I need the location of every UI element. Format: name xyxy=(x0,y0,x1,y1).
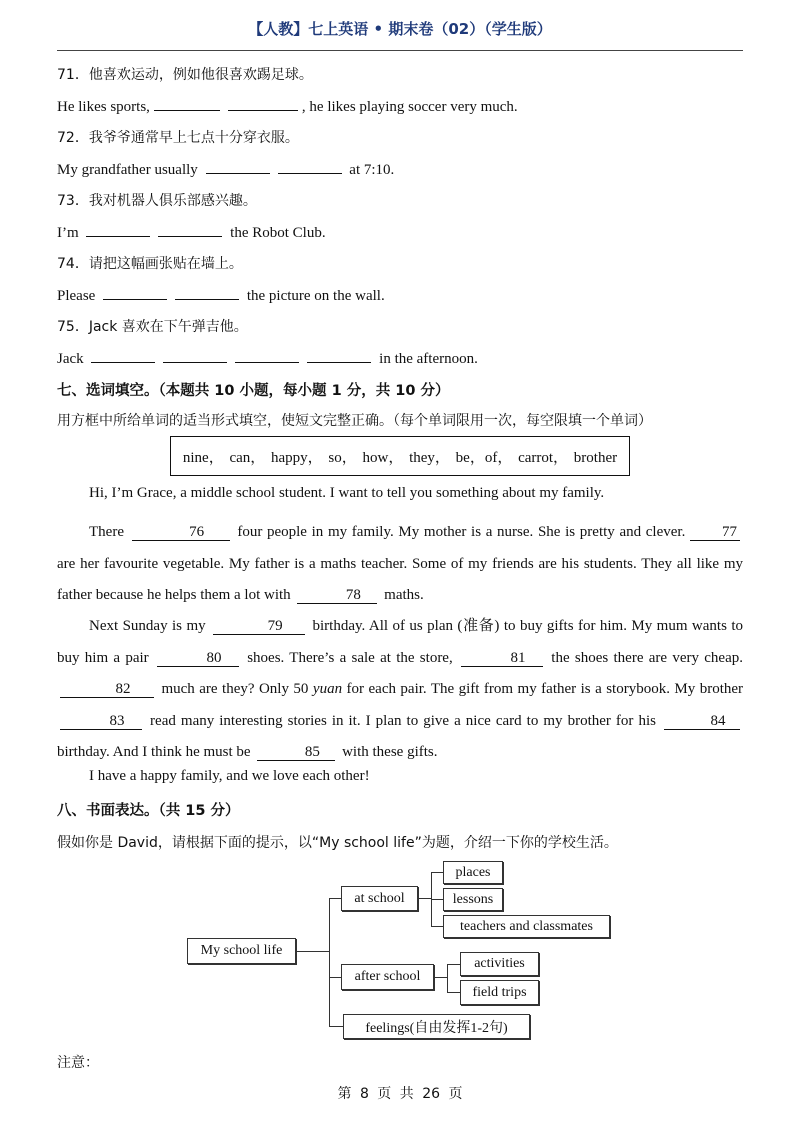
text-fragment: Please xyxy=(57,288,96,304)
note-label: 注意： xyxy=(57,1055,99,1071)
text-fragment: 请把这幅画张贴在墙上。 xyxy=(88,256,243,272)
mindmap-connector xyxy=(329,898,330,1027)
mindmap-connector xyxy=(296,951,330,952)
mindmap-connector xyxy=(329,1026,343,1027)
text-fragment: Next Sunday is my xyxy=(89,618,206,634)
text-fragment: read many interesting stories in it. I plan to give a nice card to my brother for his xyxy=(150,712,656,729)
q74-english xyxy=(57,285,385,305)
q71-chinese xyxy=(57,64,313,84)
section7-title: 七、选词填空。（本题共 10 小题，每小题 1 分，共 10 分） xyxy=(57,383,450,399)
text-fragment: shoes. There’s a sale at the store, xyxy=(247,649,453,666)
q73-chinese xyxy=(57,190,257,210)
text-fragment: I’m xyxy=(57,225,79,241)
text-fragment: for each pair. The gift from my father is a storybook. My brother xyxy=(346,681,744,697)
mindmap-leaf-lessons: lessons xyxy=(443,888,503,911)
passage-p1: Hi, I’m Grace, a middle school student. I want to tell you something about my family. xyxy=(89,485,605,501)
passage-p4: I have a happy family, and we love each other! xyxy=(89,768,370,784)
mindmap-leaf-activities: activities xyxy=(460,952,539,976)
blank-83[interactable]: 83 xyxy=(60,713,142,730)
text-fragment: birthday. All of us plan (准备) to buy gifts for him. My mum wants to buy him a pair xyxy=(57,618,744,666)
text-fragment: My grandfather usually xyxy=(57,162,198,178)
mindmap-leaf-places: places xyxy=(443,861,503,884)
mindmap-branch-after-school: after school xyxy=(341,964,434,990)
mindmap-connector xyxy=(447,964,460,965)
text-fragment: the shoes there are very cheap. xyxy=(551,649,743,666)
text-fragment: There xyxy=(89,524,124,540)
text-fragment: 我爷爷通常早上七点十分穿衣服。 xyxy=(88,130,299,146)
text-fragment: much are they? Only 50 xyxy=(161,681,309,697)
answer-blank[interactable] xyxy=(158,222,222,237)
page-header: 【人教】七上英语 • 期末卷（02）（学生版） xyxy=(248,20,552,38)
q72-english xyxy=(57,159,394,179)
answer-blank[interactable] xyxy=(235,348,299,363)
blank-79[interactable]: 79 xyxy=(213,618,305,635)
q72-chinese xyxy=(57,127,299,147)
blank-82[interactable]: 82 xyxy=(60,681,154,698)
q75-english xyxy=(57,348,478,368)
answer-blank[interactable] xyxy=(91,348,155,363)
blank-84[interactable]: 84 xyxy=(664,713,740,730)
answer-blank[interactable] xyxy=(163,348,227,363)
passage-p2 xyxy=(57,517,743,612)
text-fragment: 75． xyxy=(57,319,89,335)
header-divider xyxy=(57,50,743,51)
blank-77[interactable]: 77 xyxy=(690,524,740,541)
mindmap-root: My school life xyxy=(187,938,296,964)
q73-english xyxy=(57,222,326,242)
mindmap-connector xyxy=(329,977,341,978)
q74-chinese xyxy=(57,253,243,273)
mindmap-branch-feelings: feelings(自由发挥1-2句) xyxy=(343,1014,530,1039)
mindmap-connector xyxy=(431,926,443,927)
answer-blank[interactable] xyxy=(206,159,270,174)
blank-78[interactable]: 78 xyxy=(297,587,377,604)
text-fragment: the picture on the wall. xyxy=(246,288,385,304)
text-fragment: 71． xyxy=(57,67,89,83)
text-fragment: with these gifts. xyxy=(342,744,438,760)
mindmap-connector xyxy=(447,964,448,992)
answer-blank[interactable] xyxy=(154,96,220,111)
q75-chinese xyxy=(57,316,248,336)
text-fragment: in the afternoon. xyxy=(379,351,478,367)
mindmap-connector xyxy=(329,898,341,899)
text-fragment: birthday. And I think he must be xyxy=(57,744,251,760)
text-fragment: 73． xyxy=(57,193,89,209)
text-fragment: are her favourite vegetable. My father is a maths teacher. Some of my friends are his students. They all like my father because he helps them a lot with xyxy=(57,555,743,603)
mindmap-connector xyxy=(434,977,448,978)
blank-76[interactable]: 76 xyxy=(132,524,230,541)
section8-title: 八、书面表达。（共 15 分） xyxy=(57,803,240,819)
text-fragment: Jack 喜欢在下午弹吉他。 xyxy=(88,319,248,335)
text-fragment: He likes sports, xyxy=(57,99,150,115)
section8-instruction: 假如你是 David，请根据下面的提示，以“My school life”为题，介绍一下你的学校生活。 xyxy=(57,835,618,851)
answer-blank[interactable] xyxy=(278,159,342,174)
answer-blank[interactable] xyxy=(307,348,371,363)
mindmap-branch-at-school: at school xyxy=(341,886,418,911)
text-fragment: 72． xyxy=(57,130,89,146)
mindmap-connector xyxy=(431,899,443,900)
mindmap-connector xyxy=(418,898,432,899)
text-fragment: maths. xyxy=(384,587,424,603)
answer-blank[interactable] xyxy=(86,222,150,237)
mindmap-leaf-field-trips: field trips xyxy=(460,980,539,1005)
passage-p3 xyxy=(57,611,743,769)
blank-85[interactable]: 85 xyxy=(257,744,335,761)
page-footer: 第 8 页 共 26 页 xyxy=(337,1086,463,1102)
text-fragment: 我对机器人俱乐部感兴趣。 xyxy=(88,193,257,209)
text-fragment: 74． xyxy=(57,256,89,272)
text-fragment: , he likes playing soccer very much. xyxy=(301,99,518,115)
mindmap-connector xyxy=(447,992,460,993)
text-fragment: Jack xyxy=(57,351,84,367)
text-fragment: at 7:10. xyxy=(349,162,395,178)
answer-blank[interactable] xyxy=(228,96,298,111)
q71-english xyxy=(57,96,518,116)
blank-80[interactable]: 80 xyxy=(157,650,239,667)
mindmap-connector xyxy=(431,872,443,873)
text-fragment: four people in my family. My mother is a nurse. She is pretty and clever. xyxy=(237,524,686,540)
section7-instruction: 用方框中所给单词的适当形式填空，使短文完整正确。（每个单词限用一次，每空限填一个单词） xyxy=(57,413,652,429)
word-bank-box: nine， can， happy， so， how， they， be，of， carrot， brother xyxy=(170,436,630,476)
text-fragment: 他喜欢运动，例如他很喜欢踢足球。 xyxy=(88,67,313,83)
mindmap-leaf-teachers: teachers and classmates xyxy=(443,915,610,938)
blank-81[interactable]: 81 xyxy=(461,650,543,667)
answer-blank[interactable] xyxy=(175,285,239,300)
text-fragment: yuan xyxy=(312,681,343,697)
answer-blank[interactable] xyxy=(103,285,167,300)
text-fragment: the Robot Club. xyxy=(230,225,326,241)
